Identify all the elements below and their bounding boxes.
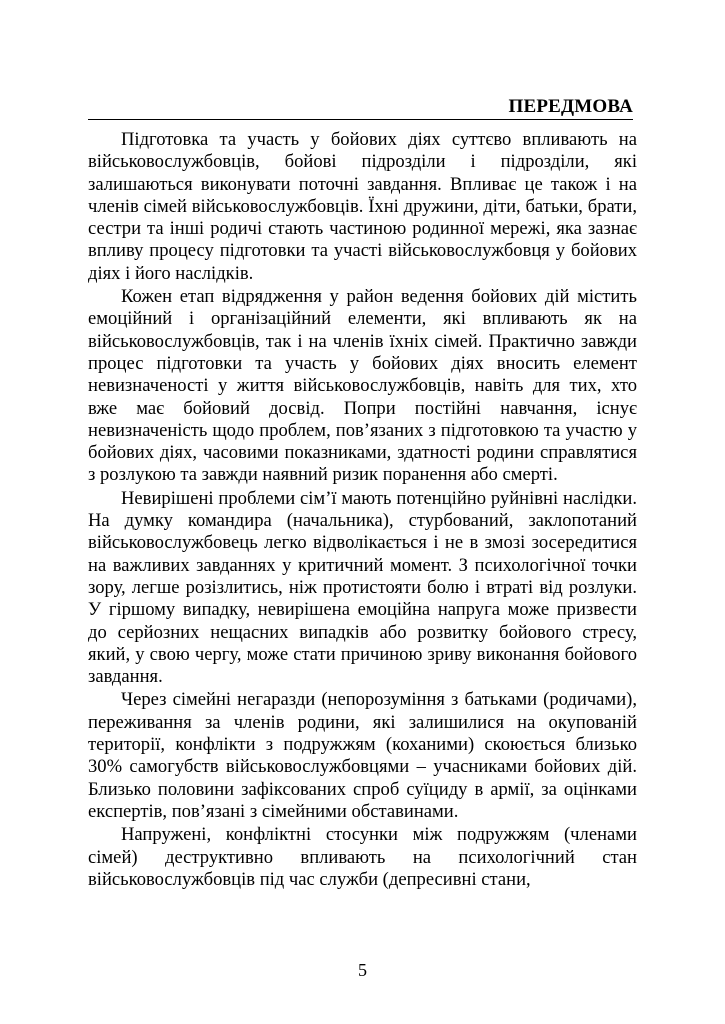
paragraph-5: Напружені, конфліктні стосунки між подружжям (членами сімей) деструктивно впливають на психологічний стан військовослужбовців під час служби (депресивні стани,	[88, 824, 637, 890]
paragraph-3: Невирішені проблеми сім’ї мають потенційно руйнівні наслідки. На думку командира (начальника), стурбований, заклопотаний військовослужбовець легко відволікається і не в змозі зосередитися на важливих завданнях у критичний момент. З психологічної точки зору, легше розізлитись, ніж протистояти болю і втраті від розлуки. У гіршому випадку, невирішена емоційна напруга може призвести до серйозних нещасних випадків або розвитку бойового стресу, який, у свою чергу, може стати причиною зриву виконання бойового завдання.	[88, 487, 637, 688]
section-title: ПЕРЕДМОВА	[508, 96, 633, 117]
paragraph-1: Підготовка та участь у бойових діях суттєво впливають на військовослужбовців, бойові підрозділи і підрозділи, які залишаються виконувати поточні завдання. Впливає це також і на членів сімей військовослужбовців. Їхні дружини, діти, батьки, брати, сестри та інші родичі стають частиною родинної мережі, яка зазнає впливу процесу підготовки та участі військовослужбовця у бойових діях і його наслідків.	[88, 129, 637, 284]
body-text	[88, 129, 637, 891]
page-number: 5	[358, 960, 367, 980]
paragraph-2: Кожен етап відрядження у район ведення бойових дій містить емоційний і організаційний елементи, які впливають як на військовослужбовців, так і на членів їхніх сімей. Практично завжди процес підготовки та участь у бойових діях вносить елемент невизначеності у життя військовослужбовців, навіть для тих, хто вже має бойовий досвід. Попри постійні навчання, існує невизначеність щодо проблем, пов’язаних з підготовкою та участю у бойових діях, часовими показниками, здатності родини справлятися з розлукою та завжди наявний ризик поранення або смерті.	[88, 286, 637, 486]
section-header	[88, 93, 633, 120]
paragraph-4: Через сімейні негаразди (непорозуміння з батьками (родичами), переживання за членів родини, які залишилися на окупованій території, конфлікти з подружжям (коханими) скоюється близько 30% самогубств військовослужбовцями – учасниками бойових дій. Близько половини зафіксованих спроб суїциду в армії, за оцінками експертів, пов’язані з сімейними обставинами.	[88, 689, 637, 822]
